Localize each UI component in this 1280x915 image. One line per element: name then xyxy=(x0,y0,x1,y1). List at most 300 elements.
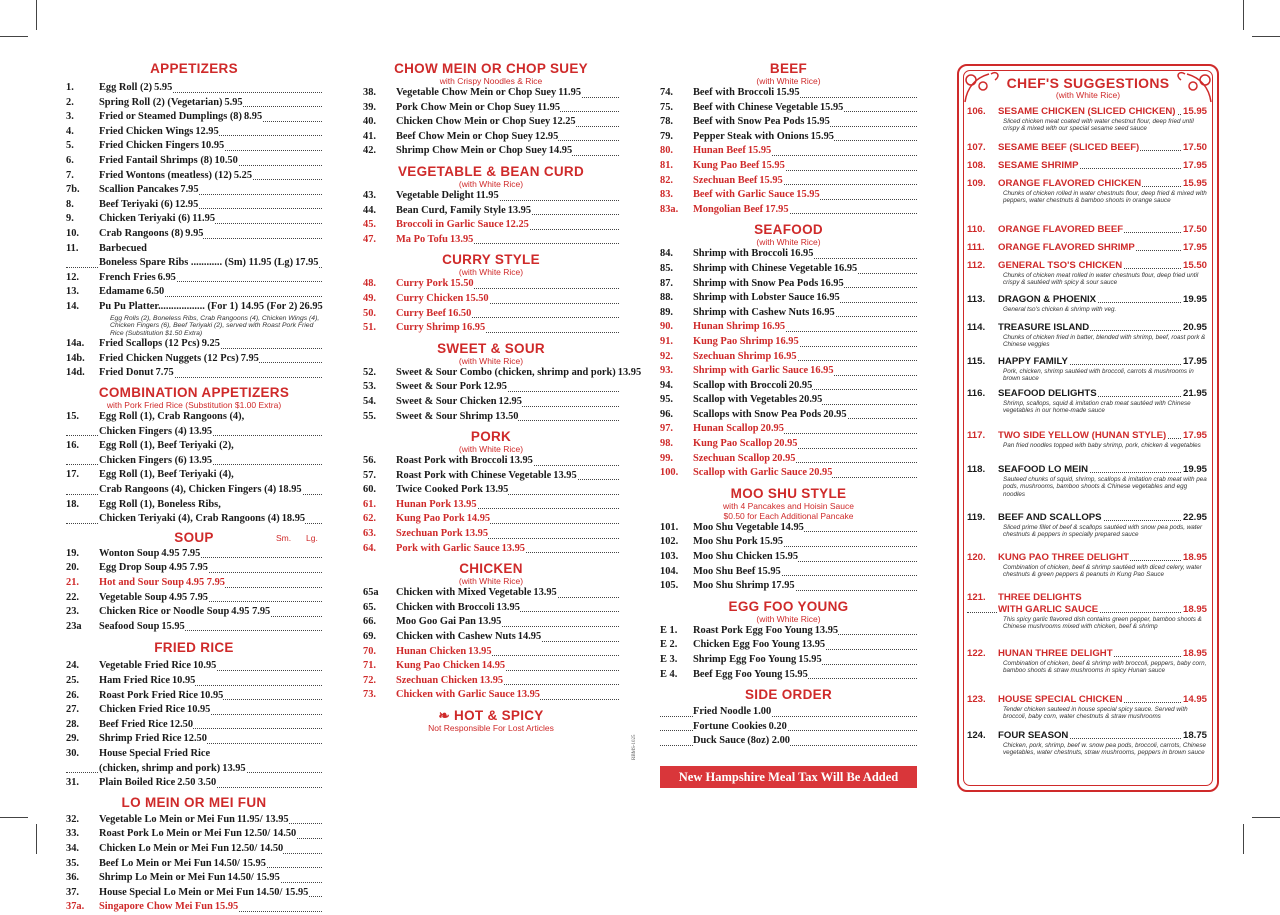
menu-item-price: 20.95 xyxy=(772,452,796,464)
chef-item-name: GENERAL TSO'S CHICKEN xyxy=(998,260,1123,271)
menu-item-price: 12.25 xyxy=(552,116,576,128)
menu-item-row xyxy=(66,776,322,791)
menu-item-name: Fried Donut xyxy=(99,367,154,379)
menu-item-row xyxy=(363,292,619,307)
chef-item-header xyxy=(967,388,1207,400)
menu-item-price: 15.95 xyxy=(806,116,830,128)
menu-item-row xyxy=(363,498,619,513)
menu-item-number: 37a. xyxy=(66,900,99,915)
menu-item-number: 90. xyxy=(660,320,693,335)
menu-item-name: Shrimp with Garlic Sauce xyxy=(693,365,809,377)
chef-item xyxy=(967,430,1207,449)
menu-item-price: 9.25 xyxy=(201,338,220,350)
menu-item-row xyxy=(66,212,322,227)
menu-item-number: 95. xyxy=(660,393,693,408)
menu-item-price: 13.95 xyxy=(449,233,474,245)
menu-item-number: 40. xyxy=(363,115,396,130)
menu-item-number: 52. xyxy=(363,366,396,381)
menu-item-name: Broccoli in Garlic Sauce xyxy=(396,219,504,231)
menu-item-name: Beef with Snow Pea Pods xyxy=(693,116,805,128)
menu-item-price: 15.95 xyxy=(796,189,820,201)
menu-item-row xyxy=(66,439,322,454)
menu-item-price: 16.95 xyxy=(461,322,486,334)
menu-item-number: 8. xyxy=(66,198,99,213)
menu-item-number: E 3. xyxy=(660,653,693,668)
menu-item-row xyxy=(66,689,322,704)
menu-item-name: Chicken Egg Foo Young xyxy=(693,639,800,651)
menu-item-row xyxy=(66,352,322,367)
menu-item-number: 48. xyxy=(363,277,396,292)
menu-item-number: 96. xyxy=(660,408,693,423)
menu-item-name: Curry Chicken xyxy=(396,292,464,304)
chef-item-price: 18.95 xyxy=(1182,604,1207,615)
menu-item-name: Egg Roll (1), Boneless Ribs, xyxy=(99,498,221,510)
menu-item-name: Beef Chow Mein or Chop Suey xyxy=(396,130,533,142)
menu-item-row xyxy=(363,469,619,484)
chef-item-header xyxy=(967,322,1207,334)
pupu-platter-note: Egg Rolls (2), Boneless Ribs, Crab Rangoons (4), Chicken Wings (4), Chicken Fingers (6), Beef Teriyaki (2), served with Roast Pork Fried Rice (Substitution $1.50 Extra) xyxy=(110,314,320,337)
menu-item-row xyxy=(66,468,322,483)
menu-item-row xyxy=(66,125,322,140)
menu-item-row xyxy=(66,96,322,111)
chef-item-name: TREASURE ISLAND xyxy=(998,322,1090,333)
menu-item-price: 0.20 xyxy=(768,720,787,732)
menu-item-name: Curry Beef xyxy=(396,307,446,319)
menu-item-price: 15.95 xyxy=(161,620,185,632)
menu-item-number: E 1. xyxy=(660,624,693,639)
menu-item-number: 69. xyxy=(363,630,396,645)
menu-item-price: 11.95 xyxy=(558,87,582,98)
section-sub-chicken: (with White Rice) xyxy=(458,576,524,587)
menu-item-row xyxy=(660,247,917,262)
menu-item-name: Chicken Rice or Noodle Soup xyxy=(99,606,230,618)
chef-item-number: 116. xyxy=(967,388,998,400)
menu-item-number: 13. xyxy=(66,285,99,300)
menu-item-price: 13.95 xyxy=(477,616,502,628)
menu-item-number: 14. xyxy=(66,300,99,315)
section-sub-combination: with Pork Fried Rice (Substitution $1.00 Extra) xyxy=(106,400,282,411)
chef-item-description: Sliced prime fillet of beef & scallops sautéed with snow pea pods, water chestnuts & peppers in specially prepared sauce xyxy=(1003,524,1203,539)
menu-item-price: 16.95 xyxy=(816,292,840,304)
menu-item-price: 13.95 xyxy=(479,674,504,686)
menu-item-name: Chicken Fingers (4) xyxy=(99,425,187,437)
menu-item-name: Roast Pork with Chinese Vegetable xyxy=(396,469,552,481)
menu-item-price: 15.50 xyxy=(465,292,489,304)
menu-item-number: 80. xyxy=(660,144,693,159)
menu-item-number: 47. xyxy=(363,233,396,248)
menu-item-price: 15.95 xyxy=(776,87,800,98)
menu-item-name: Vegetable Fried Rice xyxy=(99,660,191,672)
soup-large-label: Lg. xyxy=(306,532,318,543)
menu-item-number: 35. xyxy=(66,857,99,872)
chef-item xyxy=(967,142,1207,154)
menu-item-number: 25. xyxy=(66,674,99,689)
menu-item-number: 20. xyxy=(66,561,99,576)
menu-item-price: 20.95 xyxy=(798,394,823,406)
chef-item xyxy=(967,178,1207,205)
chef-item-name: SESAME BEEF (SLICED BEEF) xyxy=(998,142,1140,153)
menu-item-price: 12.25 xyxy=(505,219,529,231)
menu-item-price: 14.95 xyxy=(548,145,573,157)
column-3 xyxy=(660,62,917,749)
menu-item-row xyxy=(660,408,917,423)
menu-item-number: 92. xyxy=(660,350,693,365)
menu-item-number: 41. xyxy=(363,130,396,145)
menu-item-name: Vegetable Lo Mein or Mei Fun xyxy=(99,813,235,825)
menu-item-number: 26. xyxy=(66,689,99,704)
menu-item-price: (8oz) 2.00 xyxy=(747,735,790,747)
menu-item-name: Fried or Steamed Dumplings (8) xyxy=(99,111,242,123)
menu-item-name: Szechuan Scallop xyxy=(693,452,771,464)
menu-item-number: 16. xyxy=(66,439,99,454)
section-title-sweet-sour: SWEET & SOUR xyxy=(437,340,545,356)
menu-item-name: Sweet & Sour Shrimp xyxy=(396,410,494,422)
chef-item-header xyxy=(967,160,1207,172)
menu-item-number: 102. xyxy=(660,535,693,550)
menu-item-name: Sweet & Sour Chicken xyxy=(396,395,497,407)
menu-item-number: 10. xyxy=(66,227,99,242)
section-title-soup: SOUP xyxy=(174,529,214,545)
menu-item-row xyxy=(660,350,917,365)
chef-item xyxy=(967,592,1207,631)
menu-item-number: 57. xyxy=(363,469,396,484)
menu-item-name: Wonton Soup xyxy=(99,547,160,559)
menu-item-price: 14.50/ 15.95 xyxy=(227,872,280,884)
menu-item-price: 12.95 xyxy=(195,125,219,137)
menu-item-number: 42. xyxy=(363,144,396,159)
menu-item-row xyxy=(66,498,322,513)
section-title-egg-foo-young: EGG FOO YOUNG xyxy=(728,598,849,614)
menu-item-number: 30. xyxy=(66,747,99,762)
menu-item-row xyxy=(660,668,917,683)
menu-item-price: 16.50 xyxy=(447,307,472,319)
chef-item-price: 17.95 xyxy=(1182,242,1207,253)
menu-item-row xyxy=(363,542,619,557)
menu-item-name: Moo Goo Gai Pan xyxy=(396,616,476,628)
menu-item-row xyxy=(660,638,917,653)
menu-item-number: 22. xyxy=(66,591,99,606)
menu-item-name: Chicken Teriyaki (4), Crab Rangoons (4) xyxy=(99,513,280,525)
chef-item-number: 119. xyxy=(967,512,998,524)
menu-item-name: Moo Shu Chicken xyxy=(693,551,773,563)
menu-item-row xyxy=(660,521,917,536)
menu-item-price: 13.95 xyxy=(814,624,839,636)
menu-item-name: Chicken Teriyaki (6) xyxy=(99,213,191,225)
section-title-moo-shu: MOO SHU STYLE xyxy=(730,485,847,501)
menu-item-name: Vegetable Soup xyxy=(99,591,168,603)
lost-articles-note: Not Responsible For Lost Articles xyxy=(428,723,554,733)
menu-item-row xyxy=(66,169,322,184)
chef-item-name: ORANGE FLAVORED CHICKEN xyxy=(998,178,1142,189)
chef-item-number: 106. xyxy=(967,106,998,118)
chef-item-description: Pork, chicken, shrimp sautéed with broccoli, carrots & mushrooms in brown sauce xyxy=(1003,368,1194,383)
menu-item-number: 39. xyxy=(363,101,396,116)
menu-item-row xyxy=(363,410,619,425)
chef-item-price: 18.95 xyxy=(1182,648,1207,659)
section-title-curry: CURRY STYLE xyxy=(442,252,540,268)
menu-item-row xyxy=(66,198,322,213)
menu-item-row xyxy=(660,291,917,306)
chef-item xyxy=(967,224,1207,236)
menu-item-row xyxy=(66,900,322,915)
menu-item-price: 10.50 xyxy=(214,154,238,166)
menu-item-row xyxy=(363,630,619,645)
menu-item-number: 18. xyxy=(66,498,99,513)
menu-item-price: 16.95 xyxy=(820,277,844,289)
menu-item-price: 5.25 xyxy=(233,169,253,181)
menu-item-name: Edamame xyxy=(99,286,145,298)
chef-item-name: SEAFOOD LO MEIN xyxy=(998,464,1089,475)
menu-item-price: 13.95 xyxy=(533,587,557,599)
menu-item-price: 10.95 xyxy=(192,660,217,672)
menu-item-number: 27. xyxy=(66,703,99,718)
menu-item-row xyxy=(660,188,917,203)
menu-item-price: 13.95 xyxy=(507,204,532,216)
chef-item-number: 108. xyxy=(967,160,998,172)
menu-item-row xyxy=(66,747,322,762)
chef-item-name: SESAME SHRIMP xyxy=(998,160,1079,171)
menu-item-name: Fried Fantail Shrimps (8) xyxy=(99,154,213,166)
menu-item-name: Moo Shu Beef xyxy=(693,565,756,577)
chef-item-description: Chicken, pork, shrimp, beef w. snow pea pods, broccoli, carrots, Chinese vegetables, water chestnuts, straw mushrooms, peppers in brown sauce xyxy=(1003,742,1206,757)
chef-item-number: 115. xyxy=(967,356,998,368)
menu-item-number: 93. xyxy=(660,364,693,379)
hot-spicy-label: HOT & SPICY xyxy=(454,708,544,723)
chef-item-number: 111. xyxy=(967,242,998,254)
menu-item-number: 19. xyxy=(66,547,99,562)
menu-item-name: Scallop with Vegetables xyxy=(693,394,797,406)
menu-item-row xyxy=(66,454,322,469)
menu-item-name: Chicken Fingers (6) xyxy=(99,454,187,466)
menu-item-row xyxy=(363,218,619,233)
section-sub-curry: (with White Rice) xyxy=(458,267,524,278)
menu-item-name: Hunan Pork xyxy=(396,498,452,510)
menu-item-price: 16.95 xyxy=(833,262,858,274)
menu-item-name: Twice Cooked Pork xyxy=(396,484,483,496)
chef-item xyxy=(967,552,1207,579)
menu-item-number: 91. xyxy=(660,335,693,350)
chef-item-price: 15.50 xyxy=(1182,260,1207,271)
seafood-list xyxy=(660,247,917,481)
menu-item-row xyxy=(363,512,619,527)
menu-item-price: 6.50 xyxy=(146,286,165,298)
menu-item-name: Egg Roll (1), Crab Rangoons (4), xyxy=(99,411,245,423)
menu-item-name: Hot and Sour Soup xyxy=(99,577,184,588)
menu-item-price: 20.95 xyxy=(774,438,798,450)
chef-item-price: 19.95 xyxy=(1182,294,1207,305)
menu-item-name: Scallion Pancakes xyxy=(99,184,179,196)
moo-shu-list xyxy=(660,521,917,594)
menu-item-row xyxy=(660,422,917,437)
chow-mein-list xyxy=(363,86,619,159)
menu-item-row xyxy=(66,561,322,576)
menu-item-row xyxy=(66,337,322,352)
menu-item-row xyxy=(66,154,322,169)
menu-item-name: Chicken Lo Mein or Mei Fun xyxy=(99,842,229,854)
chefs-suggestions-header xyxy=(959,76,1217,100)
menu-item-price: 4.95 7.95 xyxy=(231,606,271,618)
menu-item-price: 13.95 xyxy=(464,528,489,540)
chef-item-description: Pan fried noodles topped with baby shrimp, pork, chicken & vegetables xyxy=(1003,442,1201,449)
section-sub-beef: (with White Rice) xyxy=(756,76,821,86)
lo-mein-list xyxy=(66,813,322,915)
menu-item-price: 7.75 xyxy=(155,367,174,379)
menu-item-price: 20.95 xyxy=(809,467,833,479)
menu-item-price: 4.95 7.95 xyxy=(169,591,208,603)
menu-item-row xyxy=(66,183,322,198)
menu-item-number: 75. xyxy=(660,101,693,116)
section-sub-chefs-suggestions: (with White Rice) xyxy=(1055,90,1121,100)
menu-item-name: French Fries xyxy=(99,271,156,283)
menu-item-name: Fried Chicken Wings xyxy=(99,125,194,137)
menu-item-name: Sweet & Sour Combo (chicken, shrimp and pork) xyxy=(396,366,616,378)
menu-item-row xyxy=(66,718,322,733)
chef-item xyxy=(967,464,1207,498)
menu-item-name: Chicken with Cashew Nuts xyxy=(396,631,516,643)
menu-item-price: 26.95 xyxy=(299,300,323,312)
chef-item-header xyxy=(967,356,1207,368)
menu-item-price: 9.95 xyxy=(185,227,204,239)
menu-item-price: 10.95 xyxy=(187,704,211,716)
menu-item-name: Hunan Scallop xyxy=(693,423,759,435)
menu-item-row xyxy=(363,189,619,204)
menu-item-row xyxy=(363,454,619,469)
menu-item-number: 34. xyxy=(66,842,99,857)
pork-list xyxy=(363,454,619,556)
menu-item-number: 60. xyxy=(363,483,396,498)
menu-item-price: 7.95 xyxy=(180,184,199,196)
menu-item-name: Spring Roll (2) (Vegetarian) xyxy=(99,96,223,108)
menu-item-name: Scallop with Garlic Sauce xyxy=(693,467,808,479)
menu-item-row xyxy=(363,366,642,381)
menu-item-row xyxy=(66,242,322,257)
chef-item-description: Sliced chicken meat coated with water chestnut flour, deep fried until crispy & mixed with our special sesame seed sauce xyxy=(1003,118,1194,133)
menu-item-price: 15.95 xyxy=(810,130,834,142)
chef-item-description: Tender chicken sauteed in house special spicy sauce. Served with broccoli, baby corn, water chestnuts & straw mushrooms xyxy=(1003,706,1188,721)
menu-item-price: 16.95 xyxy=(775,335,799,347)
menu-item-price: 14.95 xyxy=(466,513,491,525)
menu-item-name: Kung Pao Beef xyxy=(693,159,760,171)
chef-item xyxy=(967,294,1207,313)
chef-item-number: 120. xyxy=(967,552,998,564)
chef-item-name: HUNAN THREE DELIGHT xyxy=(998,648,1113,659)
soup-list xyxy=(66,547,322,635)
menu-item-price: 20.95 xyxy=(760,423,784,435)
menu-item-number: 56. xyxy=(363,454,396,469)
section-sub-pork: (with White Rice) xyxy=(458,444,524,455)
chefs-suggestions-box xyxy=(957,64,1219,792)
menu-item-price: 15.95 xyxy=(214,901,239,913)
section-title-lo-mein: LO MEIN OR MEI FUN xyxy=(121,794,267,810)
chef-item-name: BEEF AND SCALLOPS xyxy=(998,512,1102,523)
chef-item-price: 20.95 xyxy=(1182,322,1207,333)
menu-item-number: 44. xyxy=(363,204,396,219)
menu-item-row xyxy=(66,425,322,440)
menu-item-number: 4. xyxy=(66,125,99,140)
menu-item-name: Beef Egg Foo Young xyxy=(693,668,783,680)
menu-item-row xyxy=(660,364,917,379)
chef-item-name: FOUR SEASON xyxy=(998,730,1069,741)
menu-item-row xyxy=(660,624,917,639)
menu-item-name: Ham Fried Rice xyxy=(99,674,170,686)
combination-list xyxy=(66,410,322,527)
menu-item-row xyxy=(660,535,917,550)
menu-item-name: Fried Noodle xyxy=(693,706,752,718)
menu-item-price: 16.95 xyxy=(810,365,834,377)
menu-item-name: Roast Pork Lo Mein or Mei Fun xyxy=(99,828,242,840)
menu-item-number: 9. xyxy=(66,212,99,227)
menu-item-row xyxy=(660,144,917,159)
egg-foo-young-list xyxy=(660,624,917,682)
chef-item-number: 118. xyxy=(967,464,998,476)
menu-item-price: 13.95 xyxy=(222,762,246,774)
menu-item-number: 104. xyxy=(660,565,693,580)
menu-item-number: 23. xyxy=(66,605,99,620)
menu-item-number: 105. xyxy=(660,579,693,594)
menu-item-price: 20.95 xyxy=(823,408,847,420)
menu-item-number: 12. xyxy=(66,271,99,286)
menu-item-number: 72. xyxy=(363,674,396,689)
menu-item-number: 84. xyxy=(660,247,693,262)
menu-item-price: 16.95 xyxy=(811,306,835,318)
menu-item-price: 12.95 xyxy=(174,198,199,210)
section-title-beef: BEEF xyxy=(769,61,808,76)
menu-item-name: Szechuan Shrimp xyxy=(693,350,772,362)
menu-item-row xyxy=(660,277,917,292)
menu-item-name: Duck Sauce xyxy=(693,735,746,747)
menu-item-price: 10.95 xyxy=(200,140,225,152)
soup-small-label: Sm. xyxy=(276,532,292,543)
menu-item-name: Shrimp with Lobster Sauce xyxy=(693,292,815,304)
menu-item-row xyxy=(66,547,322,562)
menu-item-row xyxy=(363,674,619,689)
menu-item-name: Beef Teriyaki (6) xyxy=(99,198,173,210)
menu-item-number: 70. xyxy=(363,645,396,660)
chef-item-header xyxy=(967,260,1207,272)
menu-item-number: 14b. xyxy=(66,352,99,367)
menu-item-number: 29. xyxy=(66,732,99,747)
menu-item-name: Shrimp Egg Foo Young xyxy=(693,654,797,665)
chef-item-description: General tso's chicken & shrimp with veg. xyxy=(1003,306,1117,313)
menu-item-row xyxy=(363,130,619,145)
chef-item-header xyxy=(967,464,1207,476)
menu-item-number: 79. xyxy=(660,130,693,145)
chef-item xyxy=(967,260,1207,287)
menu-item-row xyxy=(660,335,917,350)
menu-item-name: Kung Pao Shrimp xyxy=(693,335,774,347)
menu-item-row xyxy=(363,527,619,542)
chef-item-header xyxy=(967,242,1207,254)
menu-item-row xyxy=(363,144,619,159)
menu-item-number: 99. xyxy=(660,452,693,467)
menu-item-row xyxy=(660,86,917,101)
chef-item-description: Sauteed chunks of squid, shrimp, scallops & imitation crab meat with pea pods, mushrooms, bamboo shoots & Chinese vegetables and egg noodles xyxy=(1003,476,1207,498)
chef-item-description: Chunks of chicken fried in batter, blended with shrimp, beef, roast pork & Chinese veggies xyxy=(1003,334,1206,349)
section-title-chow-mein: CHOW MEIN OR CHOP SUEY xyxy=(394,61,588,76)
menu-item-name: Shrimp with Chinese Vegetable xyxy=(693,262,832,274)
chef-item-number: 112. xyxy=(967,260,998,272)
pepper-icon: ❧ xyxy=(438,708,455,723)
chef-item-number: 114. xyxy=(967,322,998,334)
menu-item-name: Fried Chicken Nuggets (12 Pcs) xyxy=(99,352,239,364)
menu-item-row xyxy=(66,762,322,777)
chef-item-header-line-2 xyxy=(967,604,1207,616)
menu-item-name: Roast Pork with Broccoli xyxy=(396,455,508,467)
menu-item-name: Hunan Chicken xyxy=(396,645,467,657)
menu-item-price: 4.95 7.95 xyxy=(186,577,225,588)
menu-item-name: Beef Fried Rice xyxy=(99,718,168,730)
section-sub-seafood: (with White Rice) xyxy=(756,237,821,248)
